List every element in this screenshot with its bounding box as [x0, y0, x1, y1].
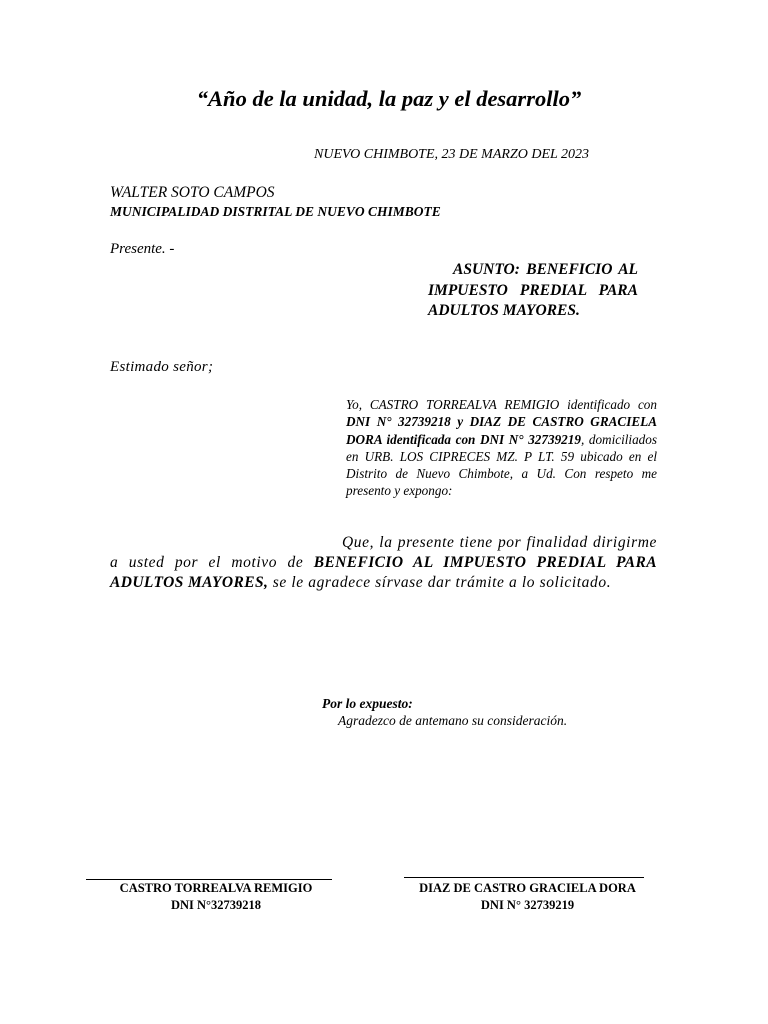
signature-line-2 — [404, 877, 644, 878]
intro-text-2: , domiciliados en URB. LOS CIPRECES MZ. P LT. 59 ubicado en el Distrito de Nuevo Chimbote, a Ud. Con respeto me presento y expongo: — [346, 431, 657, 499]
signature-dni-1: DNI N°32739218 — [170, 897, 262, 912]
salutation: Estimado señor; — [110, 359, 214, 375]
signature-dni-2: DNI N° 32739219 — [480, 897, 575, 912]
intro-text-1: Yo, CASTRO TORREALVA REMIGIO identificado con — [346, 397, 657, 412]
body-paragraph — [110, 533, 657, 593]
body-text-1: Que, la presente tiene por finalidad dirigirme a usted por el motivo de — [110, 534, 657, 571]
document-motto: “Año de la unidad, la paz y el desarrollo” — [196, 86, 582, 111]
signature-name-2: DIAZ DE CASTRO GRACIELA DORA — [419, 881, 636, 895]
recipient-name: WALTER SOTO CAMPOS — [110, 184, 275, 201]
signature-name-1: CASTRO TORREALVA REMIGIO — [119, 881, 313, 895]
subject-block: ASUNTO: BENEFICIO AL IMPUESTO PREDIAL PARA ADULTOS MAYORES. — [428, 261, 638, 319]
body-text-2: se le agradece sírvase dar trámite a lo solicitado. — [268, 574, 612, 591]
intro-paragraph — [346, 396, 657, 500]
date-line: NUEVO CHIMBOTE, 23 DE MARZO DEL 2023 — [314, 147, 590, 162]
intro-bold-ids: DNI N° 32739218 y DIAZ DE CASTRO GRACIELA DORA identificada con DNI N° 32739219 — [346, 414, 657, 447]
signature-block-1 — [96, 880, 336, 913]
closing-heading: Por lo expuesto: — [322, 696, 413, 711]
closing-text: Agradezco de antemano su consideración. — [338, 713, 568, 728]
presente-line: Presente. - — [110, 241, 175, 257]
recipient-organization: MUNICIPALIDAD DISTRITAL DE NUEVO CHIMBOTE — [110, 204, 441, 219]
body-bold-subject: BENEFICIO AL IMPUESTO PREDIAL PARA ADULTOS MAYORES, — [110, 554, 657, 591]
signature-block-2 — [405, 880, 650, 913]
